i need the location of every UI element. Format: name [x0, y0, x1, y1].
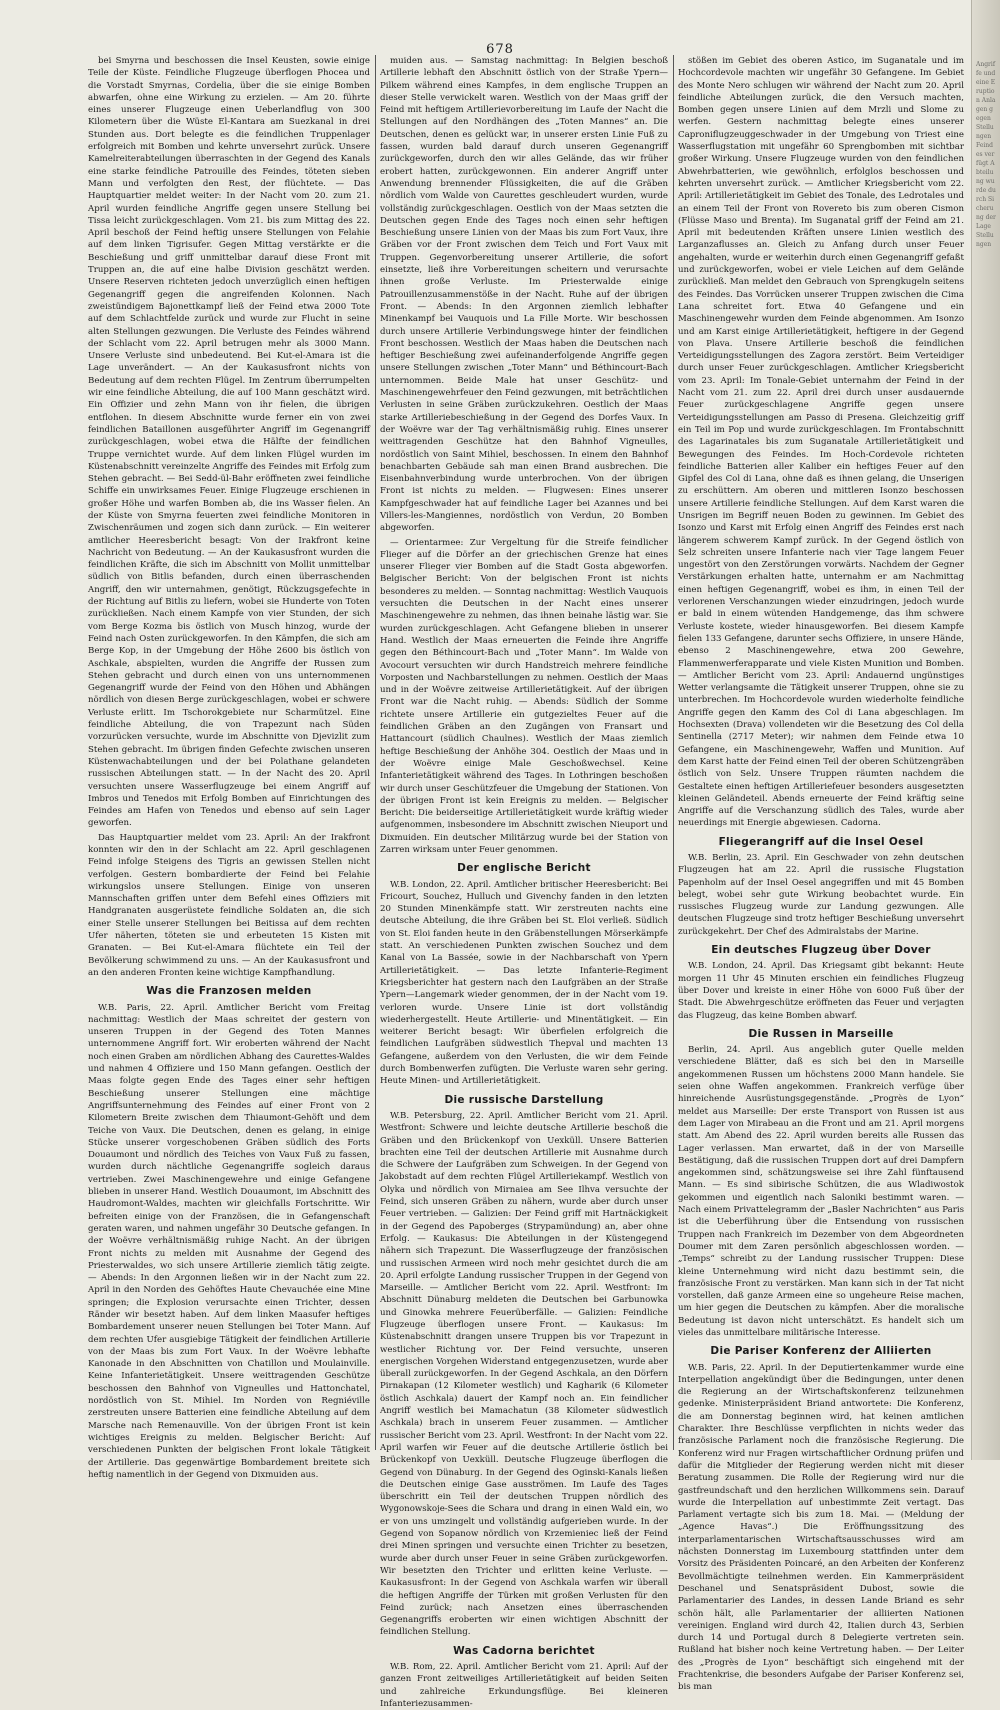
article-headline: Fliegerangriff auf die Insel Oesel — [718, 835, 924, 848]
article-paragraph: W.B. Paris, 22. April. Amtlicher Bericht vom Freitag nachmittag: Westlich der Maas schreitet der gestern von unseren Truppen in der Gegend des Toten Mannes unternommene Angriff fort. Wir eroberten während der Nacht noch einen Graben am nördlichen Abhang des Caurettes-Waldes und nahmen 4 Offiziere und 150 Mann gefangen. Oestlich der Maas folgte gegen Ende des Tages einer sehr heftigen Beschießung unserer Stellungen eine mächtige Angriffsunternehmung des Feindes auf einer Front von 2 Kilometern Breite zwischen dem Thiaumont-Gehöft und dem Teiche von Vaux. Die Deutschen, denen es gelang, in einige Stücke unserer vorgeschobenen Gräben südlich des Forts Douaumont und nördlich des Teiches von Vaux Fuß zu fassen, wurden durch nächtliche Gegenangriffe sogleich daraus vertrieben. Zwei Maschinengewehre und einige Gefangene blieben in unserer Hand. Westlich Douaumont, im Abschnitt des Haudromont-Waldes, machten wir gleichfalls Fortschritte. Wir befreiten einige von der Französen, die in Gefangenschaft geraten waren, und nahmen ungefähr 30 Deutsche gefangen. In der Woëvre verhältnismäßig ruhige Nacht. An der übrigen Front nichts zu melden mit Ausnahme der Gegend des Priesterwaldes, wo sich unsere Artillerie ziemlich tätig zeigte. — Abends: In den Argonnen ließen wir in der Nacht zum 22. April in den Norden des Gehöftes Haute Chevauchée eine Mine springen; die Explosion verursachte einen Trichter, dessen Ränder wir besetzt haben. Auf dem linken Maasufer heftiges Bombardement unserer neuen Stellungen bei Toter Mann. Auf dem rechten Ufer ausgiebige Tätigkeit der feindlichen Artillerie von der Maas bis zum Fort Vaux. In der Woëvre lebhafte Kanonade in den Abschnitten von Chatillon und Moulainville. Keine Infanterietätigkeit. Unsere weittragenden Geschütze beschossen den Bahnhof von Vigneulles und Hattonchatel, nordöstlich von St. Mihiel. Im Norden von Regniéville zerstreuten unsere Batterien eine feindliche Abteilung auf dem Marsche nach Remenauville. Von der übrigen Front ist kein wichtiges Ereignis zu melden. Belgischer Bericht: Auf verschiedenen Punkten der belgischen Front lokale Tätigkeit der Artillerie. Das gegenwärtige Bombardement breitete sich heftig namentlich in der Gegend von Dixmuiden aus. — [88, 1002, 370, 1480]
article-paragraph: W.B. Paris, 22. April. In der Deputiertenkammer wurde eine Interpellation angekündigt über die Bedingungen, unter denen die Regierung an der Wirtschaftskonferenz teilzunehmen gedenke. Ministerpräsident Briand antwortete: Die Konferenz, die am Donnerstag beginnen wird, hat keinen amtlichen Charakter. Ihre Beschlüsse verpflichten in nichts weder das französische Parlament noch die französische Regierung. Die Konferenz wird nur Fragen wirtschaftlicher Ordnung prüfen und dafür die Mitglieder der Regierung werden nicht mit dieser Beratung zusammen. Die Rolle der Regierung wird nur die gastfreundschaft und den herzlichen Willkommens sein. Darauf wurde die Interpellation auf unbestimmte Zeit vertagt. Das Parlament vertagte sich bis zum 18. Mai. — (Meldung der „Agence Havas“.) Die Eröffnungssitzung des interparlamentarischen Wirtschaftsausschusses wird am nächsten Donnerstag im Luxembourg stattfinden unter dem Vorsitz des Präsidenten Poincaré, an den Arbeiten der Konferenz Bevollmächtigte teilnehmen werden. Ein Kammerpräsident Deschanel und Senatspräsident Dubost, sowie die Parlamentarier des Landes, in dessen Lande Briand es sehr schön hält, alle Parlamentarier der alliierten Nationen vereinigen. England wird durch 42, Italien durch 43, Serbien durch 14 und Portugal durch 8 Delegierte vertreten sein. Rußland hat bisher noch keine Vertretung haben. — Der Leiter des „Progrès de Lyon“ beschäftigt sich eingehend mit der Frachtenkrise, die besonders Aufgabe der Pariser Konferenz sei, bis man — [678, 1362, 964, 1693]
article-headline: Der englische Bericht — [457, 862, 591, 875]
article-paragraph: W.B. Rom, 22. April. Amtlicher Bericht vom 21. April: Auf der ganzen Front zeitweiliges Artillerietätigkeit auf beiden Seiten und zahlreiche Erkundungsflüge. Bei kleineren Infanteriezusammen- — [380, 1662, 668, 1709]
article-paragraph: Berlin, 24. April. Aus angeblich guter Quelle melden verschiedene Blätter, daß es sich bei den in Marseille angekommenen Russen um höchstens 2000 Mann handele. Sie seien ohne Waffen angekommen. Frankreich verfüge über hinreichende Ausrüstungsgegenstände. „Progrès de Lyon“ meldet aus Marseille: Der erste Transport von Russen ist aus dem Lager von Mirabeau an die Front und am 21. April morgens statt. Am Abend des 22. April wurden bereits alle Russen das Lager verlassen. Man erwartet, daß in der von Marseille Bestätigung, daß die russischen Truppen dort auf drei Dampfern angekommen sind, schätzungsweise sei ihre Zahl fünftausend Mann. — Es sind sibirische Schützen, die aus Wladiwostok gekommen und eigentlich nach Saloniki bestimmt waren. — Nach einem Privattelegramm der „Basler Nachrichten“ aus Paris ist die Ueberführung über die Entsendung von russischen Truppen nach Frankreich im Dezember von dem Abgeordneten Doumer mit dem Zaren persönlich abgeschlossen worden. — „Temps“ schreibt zu der Landung russischer Truppen: Diese kleine Unternehmung wird nicht dazu bestimmt sein, die französische Front zu verstärken. Man kann sich in der Tat nicht vorstellen, daß ganze Armeen eine so ungeheure Reise machen, um hier gegen die Deutschen zu kämpfen. Aber die moralische Bedeutung ist davon nicht unterschätzt. Es handelt sich um vieles das unmittelbare militärische Interesse. — [678, 1045, 964, 1338]
facing-page-edge — [971, 0, 1000, 1460]
article-paragraph: stößen im Gebiet des oberen Astico, im Suganatale und im Hochcordevole machten wir ungefähr 30 Gefangene. Im Gebiet des Monte Nero schlugen wir während der Nacht zum 20. April feindliche Abteilungen zurück, die den Versuch machten, Bomben gegen unsere Linien auf dem Mrzli und Slome zu werfen. Gestern nachmittag belegte eines unserer Caproniflugzeuggeschwader in der Umgebung von Triest eine Wasserflugstation mit ungefähr 60 Sprengbomben mit sichtbar großer Wirkung. Unsere Flugzeuge wurden von den feindlichen Abwehrbatterien, wie gewöhnlich, erfolglos beschossen und kehrten unversehrt zurück. — Amtlicher Kriegsbericht vom 22. April: Artillerietätigkeit im Gebiet des Tonale, des Ledrotales und an einem Teil der Front von Rovereto bis zum oberen Cismon (Flüsse Maso und Brenta). Im Suganatal griff der Feind am 21. April mit bedeutenden Kräften unsere Linien westlich des Larganzaflusses an. Gleich zu Anfang durch unser Feuer angehalten, wurde er weiterhin durch einen Gegenangriff gefaßt und zurückgeworfen, wobei er viele Leichen auf dem Gelände zurückließ. Man meldet den Gebrauch von Sprengkugeln seitens des Feindes. Das Vorrücken unserer Truppen zwischen die Cima Lana schreitet fort. Etwa 40 Gefangene und ein Maschinengewehr wurden dem Feinde abgenommen. Am Isonzo und am Karst einige Artillerietätigkeit, heftigere in der Gegend von Plava. Unsere Artillerie beschoß die feindlichen Verteidigungsstellungen des Zagora zerstört. Beim Verteidiger durch unser Feuer zurückgeschlagen. Amtlicher Kriegsbericht vom 23. April: Im Tonale-Gebiet unternahm der Feind in der Nacht vom 21. zum 22. April drei durch unser ausdauernde Feuer zurückgeschlagene Angriffe gegen unsere Verteidigungsstellungen am Passo di Presena. Gleichzeitig griff ein Teil im Pop und wurde zurückgeschlagen. Im Frontabschnitt des Lagarinatales bis zum Suganatale Artillerietätigkeit und Bewegungen des Feindes. Im Hoch-Cordevole richteten feindliche Batterien aller Kaliber ein heftiges Feuer auf den Gipfel des Col di Lana, ohne daß es ihnen gelang, die Unserigen zu erschüttern. Am oberen und mittleren Isonzo beschossen unsere Artillerie feindliche Stellungen. Auf dem Karst waren die Unsrigen im Begriff neuen Boden zu gewinnen. Im Gebiet des Isonzo und Karst mit Erfolg einen Angriff des Feindes erst nach längerem schwerem Kampf zurück. In der Gegend östlich von Selz schreiten unsere Infanterie nach vier Tage langem Feuer ungestört von den Zerstörungen vorwärts. Nachdem der Gegner Verstärkungen erhalten hatte, unternahm er am Nachmittag einen heftigen Gegenangriff, wobei es ihm, in einen Teil der verlorenen Verschanzungen wieder einzudringen, jedoch wurde er bald in einem wütenden Handgemenge, das ihm schwere Verluste kostete, wieder hinausgeworfen. Bei diesem Kampfe fielen 133 Gefangene, darunter sechs Offiziere, in unsere Hände, ebenso 2 Maschinengewehre, etwa 200 Gewehre, Flammenwerferapparate und viele Kisten Munition und Bomben. — Amtlicher Bericht vom 23. April: Andauernd ungünstiges Wetter verlangsamte die Tätigkeit unserer Truppen, ohne sie zu unterbrechen. Im Hochcordevole wurden wiederholte feindliche Angriffe gegen den Kamm des Col di Lana abgeschlagen. Im Hochsexten (Drava) vollendeten wir die Besetzung des Col della Sentinella (2717 Meter); wir nahmen dem Feinde etwa 10 Gefangene, ein Maschinengewehr, Waffen und Munition. Auf dem Karst hatte der Feind einen Teil der oberen Schützengräben östlich von Selz. Unsere Truppen räumten nachdem die Gestaltete einen heftigen Artilleriefeuer besonders ausgesetzten kleinen Geländeteil. Abends erneuerte der Feind kräftig seine Angriffe auf die Verschanzung südlich des Tales, wurde aber neuerdings mit Energie abgewiesen. Cadorna. — [678, 56, 964, 829]
article-headline: Die russische Darstellung — [444, 1093, 604, 1106]
article-headline: Ein deutsches Flugzeug über Dover — [711, 944, 931, 957]
facing-page-bleed-text: Angriffe und eine Eruption Anlagen gegen Stellungen Feindes verfügt Abteilung wurde durch Sicherung der Lage Stellungen — [976, 61, 996, 248]
page-number: 678 — [486, 42, 514, 57]
article-paragraph: W.B. London, 24. April. Das Kriegsamt gibt bekannt: Heute morgen 11 Uhr 45 Minuten erschien ein feindliches Flugzeug über Dover und kreiste in einer Höhe von 6000 Fuß über der Stadt. Die Abwehrgeschütze eröffneten das Feuer und verjagten das Flugzeug, das keine Bomben abwarf. — [678, 961, 964, 1021]
article-headline: Was Cadorna berichtet — [453, 1644, 595, 1657]
article-paragraph: W.B. London, 22. April. Amtlicher britischer Heeresbericht: Bei Fricourt, Souchez, Hulluch und Givenchy fanden in den letzten 20 Stunden Minenkämpfe statt. Wir zerstreuten nachts eine deutsche Abteilung, die ihre Gräben bei St. Eloi verließ. Südlich von St. Eloi fanden heute in den Gräbenstellungen Mörserkämpfe statt. An verschiedenen Punkten zwischen Souchez und dem Kanal von La Bassée, sowie in der Nachbarschaft von Ypern Artillerietätigkeit. — Das letzte Infanterie-Regiment Kriegsberichter hat gestern nach den Laufgräben an der Straße Ypern—Langemark wieder genommen, der in der Nacht vom 19. verloren wurde. Unsere Linie ist dort vollständig wiederhergestellt. Heute Artillerie- und Minentätigkeit. — Ein weiterer Bericht besagt: Wir überfielen erfolgreich die feindlichen Laufgräben südwestlich Thepval und machten 13 Gefangene, außerdem von den Verlusten, die wir dem Feinde durch Bombenwerfen zufügten. Die Verluste waren sehr gering. Heute Minen- und Artillerietätigkeit. — [380, 879, 668, 1087]
article-paragraph: bei Smyrna und beschossen die Insel Keusten, sowie einige Teile der Küste. Feindliche Flugzeuge überflogen Phocea und die Vorstadt Smyrnas, Cordelia, über die sie einige Bomben abwarfen, ohne eine Wirkung zu erzielen. — Am 20. führte eines unserer Flugzeuge einen Ueberlandflug von 300 Kilometern über die Wüste El-Kantara am Suezkanal in drei Stunden aus. Dort belegte es die feindlichen Truppenlager erfolgreich mit Bomben und kehrte unversehrt zurück. Unsere Kamelreiterabteilungen überraschten in der Gegend des Kanals eine starke feindliche Patrouille des Feindes, töteten sieben Mann und verfolgten den Rest, der flüchtete. — Das Hauptquartier meldet weiter: In der Nacht vom 20. zum 21. April wurden feindliche Angriffe gegen unsere Stellung bei Tissa leicht zurückgeschlagen. Vom 21. bis zum Mittag des 22. April beschoß der Feind heftig unsere Stellungen von Felahie auf dem linken Tigrisufer. Gegen Mittag verstärkte er die Beschießung und griff unmittelbar darauf diese Front mit Truppen an, die auf eine halbe Division geschätzt werden. Unsere Reserven richteten jedoch unverzüglich einen heftigen Gegenangriff gegen die angreifenden Kolonnen. Nach zweistündigem Bajonettkampf ließ der Feind etwa 2000 Tote auf dem Schlachtfelde zurück und wurde zur Flucht in seine alten Stellungen gezwungen. Die Verluste des Feindes während der Schlacht vom 22. April betrugen mehr als 3000 Mann. Unsere Verluste sind unbedeutend. Bei Kut-el-Amara ist die Lage unverändert. — An der Kaukasusfront nichts von Bedeutung auf dem rechten Flügel. Im Zentrum überrumpelten wir eine feindliche Abteilung, die auf 100 Mann geschätzt wird. Ein Offizier und zehn Mann von ihr fielen, die übrigen entflohen. In diesem Abschnitte wurde ferner ein von zwei feindlichen Bataillonen ausgeführter Angriff im Gegenangriff zurückgeschlagen, wobei etwa die Hälfte der feindlichen Truppe vernichtet wurde. Auf dem linken Flügel wurden im Küstenabschnitt vereinzelte Angriffe des Feindes mit Erfolg zum Stehen gebracht. — Bei Sedd-ül-Bahr eröffneten zwei feindliche Schiffe ein unwirksames Feuer. Einige Flugzeuge erschienen in großer Höhe und warfen Bomben ab, die ins Wasser fielen. An der Küste von Smyrna feuerten zwei feindliche Monitoren in Zwischenräumen und zogen sich dann zurück. — Ein weiterer amtlicher Heeresbericht besagt: Von der Irakfront keine Nachricht von Bedeutung. — An der Kaukasusfront wurden die feindlichen Kräfte, die sich im Abschnitt von Mollit unmittelbar südlich von Bitlis befanden, durch einen überraschenden Angriff, den wir unternahmen, genötigt, Rückzugsgefechte in der Richtung auf Bitlis zu liefern, wobei sie Hunderte von Toten zurückließen. Nach einem Kampfe von vier Stunden, der sich vom Berge Kozma bis östlich von Musch hinzog, wurde der Feind nach Osten zurückgeworfen. In den Kämpfen, die sich am Berge Kop, in der Umgebung der Höhe 2600 bis östlich von Aschkale, abspielten, wurden die Angriffe der Russen zum Stehen gebracht und durch einen von uns unternommenen Gegenangriff wurde der Feind von den Höhen und Abhängen nördlich von diesen Berge zurückgeschlagen, wobei er schwere Verluste erlitt. Im Tschorokgebiete nur Scharmützel. Eine feindliche Abteilung, die von Trapezunt nach Süden vorzurücken versuchte, wurde im Abschnitte von Djevizlit zum Stehen gebracht. Im übrigen finden Gefechte zwischen unseren Küstenwachabteilungen und der bei Polathane gelandeten russischen Abteilungen statt. — In der Nacht des 20. April versuchten unsere Wasserflugzeuge bei einem Angriff auf Imbros und Tenedos mit Erfolg Bomben auf Einrichtungen des Feindes am Hafen von Tenedos und ebenso auf sein Lager geworfen. — [88, 56, 370, 829]
article-headline: Was die Franzosen melden — [146, 985, 312, 998]
article-paragraph: — Orientarmee: Zur Vergeltung für die Streife feindlicher Flieger auf die Dörfer an der griechischen Grenze hat eines unserer Flieger vier Bomben auf die Stadt Gosta abgeworfen. Belgischer Bericht: Von der belgischen Front ist nichts besonderes zu melden. — Sonntag nachmittag: Westlich Vauquois versuchten die Deutschen in der Nacht eines unserer Maschinengewehre zu nehmen, das ihnen beinahe lästig war. Sie wurden zurückgeschlagen. Acht Gefangene blieben in unserer Hand. Westlich der Maas erneuerten die Feinde ihre Angriffe gegen den Béthincourt-Bach und „Toter Mann“. Im Walde von Avocourt versuchten wir durch Handstreich mehrere feindliche Vorposten und Nachbarstellungen zu nehmen. Oestlich der Maas und in der Woëvre zeitweise Artillerietätigkeit. Auf der übrigen Front war die Nacht ruhig. — Abends: Südlich der Somme richtete unsere Artillerie ein gutgezieltes Feuer auf die feindlichen Gräben an den Zugängen von Fransart und Hattancourt (südlich Chaulnes). Westlich der Maas ziemlich heftige Beschießung der Anhöhe 304. Oestlich der Maas und in der Woëvre einige Male Geschoßwechsel. Keine Infanterietätigkeit während des Tages. In Lothringen beschoßen wir durch unser Geschützfeuer die Umgebung der Stationen. Von der übrigen Front ist kein Ereignis zu melden. — Belgischer Bericht: Die beiderseitige Artillerietätigkeit wurde kräftig wieder aufgenommen, insbesondere im Abschnitt zwischen Nieuport und Dixmuiden. Ein deutscher Militärzug wurde bei der Station von Zarren wirksam unter Feuer genommen. — [380, 537, 668, 855]
article-paragraph: W.B. Petersburg, 22. April. Amtlicher Bericht vom 21. April. Westfront: Schwere und leichte deutsche Artillerie beschoß die Gräben und den Brückenkopf von Uexküll. Unsere Batterien brachten eine Teil der deutschen Artillerie mit Ausnahme durch die Schwere der Laufgräben zum Schweigen. In der Gegend von Jakobstadt auf dem rechten Flügel Artilleriekampf. Westlich von Olyka und nördlich von Mirnaiea am See Ilhva versuchte der Feind, sich unseren Gräben zu nähern, wurde aber durch unser Feuer vertrieben. — Galizien: Der Feind griff mit Hartnäckigkeit in der Gegend des Papoberges (Strypamündung) an, aber ohne Erfolg. — Kaukasus: Die Abteilungen in der Küstengegend nähern sich Trapezunt. Die Wasserflugzeuge der französischen und russischen Armeen wird noch mehr gesichtet durch die am 20. April erfolgte Landung russischer Truppen in der Gegend von Marseille. — Amtlicher Bericht vom 22. April. Westfront: Im Abschnitt Dünaburg meldeten die Deutschen bei Garbunowka und Ginowka mehrere Feuerüberfälle. — Galizien: Feindliche Flugzeuge überflogen unsere Front. — Kaukasus: Im Küstenabschnitt drangen unsere Truppen bis vor Trapezunt in westlicher Richtung vor. Der Feind versuchte, unseren energischen Vorgehen Widerstand entgegenzusetzen, wurde aber überall zurückgeworfen. In der Gegend Aschkala, an den Dörfern Pirnakapan (12 Kilometer westlich) und Kagharik (6 Kilometer östlich Aschkala) dauert der Kampf noch an. Ein feindlicher Angriff westlich bei Mamachatun (38 Kilometer südwestlich Aschkala) brach in unserem Feuer zusammen. — Amtlicher russischer Bericht vom 23. April. Westfront: In der Nacht vom 22. April warfen wir Feuer auf die deutsche Artillerie östlich bei Brückenkopf von Uexküll. Deutsche Flugzeuge überflogen die Gegend von Dünaburg. In der Gegend des Oginski-Kanals ließen die Deutschen einige Gase ausströmen. Im Laufe des Tages überschritt ein Teil der deutschen Truppen nördlich des Wygonowskoje-Sees die Schara und drang in einen Wald ein, wo er von uns umzingelt und vollständig aufgerieben wurde. In der Gegend von Sopanow nördlich von Krzemieniec ließ der Feind drei Minen springen und versuchte einen Trichter zu besetzen, wurde aber durch unser Feuer in seine Gräben zurückgeworfen. Wir besetzten den Trichter und erlitten keine Verluste. — Kaukasusfront: In der Gegend von Aschkala warfen wir überall die heftigen Angriffe der Türken mit großen Verlusten für den Feind zurück; nach Ansetzen eines überraschenden Gegenangriffs eroberten wir einen wichtigen Abschnitt der feindlichen Stellung. — [380, 1110, 668, 1638]
column-rule-1 — [375, 55, 376, 1450]
column-rule-2 — [673, 55, 674, 1450]
column-1 — [88, 55, 370, 1480]
article-paragraph: Das Hauptquartier meldet vom 23. April: An der Irakfront konnten wir den in der Schlacht am 22. April geschlagenen Feind infolge Steigens des Tigris an gewissen Stellen nicht verfolgen. Gestern bombardierte der Feind bei Felahie wirkungslos unsere Stellungen. Einige von unseren Mannschaften griffen unter dem Befehl eines Offiziers mit Handgranaten ausgerüstete feindliche Soldaten an, die sich einer Stelle unserer Stellungen bei Beitissa auf dem rechten Ufer näherten, töteten sie und erbeuteten 15 Kisten mit Granaten. — Bei Kut-el-Amara flüchtete ein Teil der Bevölkerung schwimmend zu uns. — An der Kaukasusfront und an den anderen Fronten keine wichtige Kampfhandlung. — [88, 832, 370, 978]
article-headline: Die Pariser Konferenz der Alliierten — [710, 1345, 932, 1358]
column-3 — [678, 55, 964, 1693]
article-headline: Die Russen in Marseille — [748, 1027, 894, 1040]
column-2 — [380, 55, 668, 1709]
article-paragraph: W.B. Berlin, 23. April. Ein Geschwader von zehn deutschen Flugzeugen hat am 22. April die russische Flugstation Papenholm auf der Insel Oesel angegriffen und mit 45 Bomben belegt, wobei sehr gute Wirkung beobachtet wurde. Ein russisches Flugzeug wurde zur Landung gezwungen. Alle deutschen Flugzeuge sind trotz heftiger Beschießung unversehrt zurückgekehrt. Der Chef des Admiralstabs der Marine. — [678, 853, 964, 937]
article-paragraph: muiden aus. — Samstag nachmittag: In Belgien beschoß Artillerie lebhaft den Abschnitt östlich von der Straße Ypern—Pilkem während eines Kampfes, in dem englische Truppen an dieser Stelle verwickelt waren. Westlich von der Maas griff der Feind mit heftigem Artillerievorbereitung im Laufe der Nacht die Stellungen auf den Nordhängen des „Toten Mannes“ an. Die Deutschen, denen es gelückt war, in unserer ersten Linie Fuß zu fassen, wurden bald darauf durch unseren Gegenangriff zurückgeworfen, durch den wir alles Gelände, das wir früher erobert hatten, zurückgewonnen. Ein anderer Angriff unter Anwendung brennender Flüssigkeiten, die auf die Gräben nördlich vom Walde von Caurettes geschleudert wurden, wurde vollständig zurückgeschlagen. Oestlich von der Maas setzten die Deutschen gegen Ende des Tages noch einen sehr heftigen Beschießung unsere Linien von der Maas bis zum Fort Vaux, ihre Gräben vor der Front zwischen dem Teich und Fort Vaux mit Truppen. Gegenvorbereitung unserer Artillerie, die sofort einsetzte, ließ ihre Vorbereitungen scheitern und verursachte ihnen große Verluste. Im Priesterwalde einige Patrouillenzusammenstöße in der Nacht. Ruhe auf der übrigen Front. — Abends: In den Argonnen ziemlich lebhafter Minenkampf bei Vauquois und La Fille Morte. Wir beschossen durch unsere Artillerie Verbindungswege hinter der feindlichen Front beschossen. Westlich der Maas haben die Deutschen nach heftiger Beschießung zwei aufeinanderfolgende Angriffe gegen unsere Stellungen zwischen „Toter Mann“ und Béthincourt-Bach unternommen. Beide Male hat unser Geschütz- und Maschinengewehrfeuer den Feind gezwungen, mit beträchtlichen Verlusten in seine Gräben zurückzukehren. Oestlich der Maas starke Artilleriebeschießung in der Gegend des Dorfes Vaux. In der Woëvre war der Tag verhältnismäßig ruhig. Eines unserer weittragenden Geschütze hat den Bahnhof Vigneulles, nordöstlich von Saint Mihiel, beschossen. In einem den Bahnhof benachbarten Gebäude sah man einen Brand ausbrechen. Die Eisenbahnverbindung wurde unterbrochen. Von der übrigen Front ist nichts zu melden. — Flugwesen: Eines unserer Kampfgeschwader hat auf feindliche Lager bei Azannes und bei Villers-les-Mangiennes, nordöstlich von Verdun, 20 Bomben abgeworfen. — [380, 56, 668, 534]
